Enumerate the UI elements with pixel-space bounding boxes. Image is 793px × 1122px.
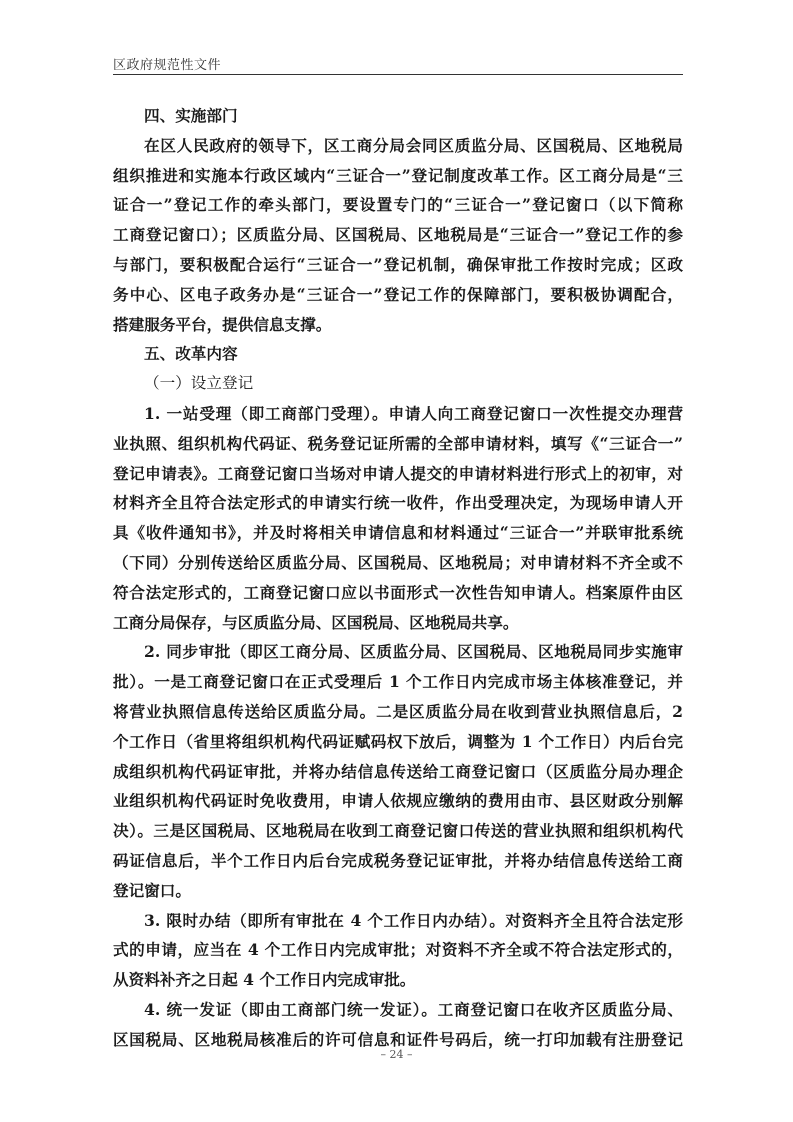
subsection-heading: （一）设立登记 bbox=[144, 374, 254, 393]
header-label: 区政府规范性文件 bbox=[113, 58, 222, 73]
section-heading: 五、改革内容 bbox=[144, 344, 238, 364]
section-heading: 四、实施部门 bbox=[144, 106, 238, 125]
paragraph-line: 工商分局保存，与区质监分局、区国税局、区地税局共享。 bbox=[113, 612, 519, 632]
document-body bbox=[113, 101, 683, 1055]
paragraph-line: 证合一”登记工作的牵头部门，要设置专门的“三证合一”登记窗口（以下简称 bbox=[113, 195, 683, 215]
paragraph-line: 从资料补齐之日起 4 个工作日内完成审批。 bbox=[113, 970, 416, 990]
paragraph-line: 组织推进和实施本行政区域内“三证合一”登记制度改革工作。区工商分局是“三 bbox=[113, 165, 683, 185]
paragraph-line: 材料齐全且符合法定形式的申请实行统一收件，作出受理决定，为现场申请人开 bbox=[113, 493, 683, 513]
paragraph-line: 工商登记窗口）；区质监分局、区国税局、区地税局是“三证合一”登记工作的参 bbox=[113, 225, 683, 245]
paragraph-line: 与部门，要积极配合运行“三证合一”登记机制，确保审批工作按时完成；区政 bbox=[113, 254, 683, 274]
paragraph-line: 3. 限时办结（即所有审批在 4 个工作日内办结）。对资料齐全且符合法定形 bbox=[144, 910, 683, 930]
paragraph-line: 决）。三是区国税局、区地税局在收到工商登记窗口传送的营业执照和组织机构代 bbox=[113, 821, 683, 841]
paragraph-line: 登记窗口。 bbox=[113, 880, 191, 900]
paragraph-line: 区国税局、区地税局核准后的许可信息和证件号码后，统一打印加载有注册登记 bbox=[113, 1029, 683, 1049]
paragraph-line: 码证信息后，半个工作日内后台完成税务登记证审批，并将办结信息传送给工商 bbox=[113, 850, 683, 870]
paragraph-line: 2. 同步审批（即区工商分局、区质监分局、区国税局、区地税局同步实施审 bbox=[144, 642, 683, 662]
paragraph-line: 将营业执照信息传送给区质监分局。二是区质监分局在收到营业执照信息后，2 bbox=[113, 701, 683, 721]
paragraph-line: 式的申请，应当在 4 个工作日内完成审批；对资料不齐全或不符合法定形式的， bbox=[113, 940, 683, 960]
paragraph-line: 搭建服务平台，提供信息支撑。 bbox=[113, 314, 332, 334]
paragraph-line: 符合法定形式的，工商登记窗口应以书面形式一次性告知申请人。档案原件由区 bbox=[113, 582, 683, 602]
paragraph-line: 个工作日（省里将组织机构代码证赋码权下放后，调整为 1 个工作日）内后台完 bbox=[113, 731, 683, 751]
paragraph-line: 在区人民政府的领导下，区工商分局会同区质监分局、区国税局、区地税局 bbox=[144, 135, 683, 155]
paragraph-line: 业执照、组织机构代码证、税务登记证所需的全部申请材料，填写《“三证合一” bbox=[113, 433, 683, 453]
page-number: – 24 – bbox=[380, 1048, 413, 1061]
paragraph-line: 务中心、区电子政务办是“三证合一”登记工作的保障部门，要积极协调配合， bbox=[113, 284, 683, 304]
paragraph-line: 登记申请表》。工商登记窗口当场对申请人提交的申请材料进行形式上的初审，对 bbox=[113, 463, 683, 483]
paragraph-line: 成组织机构代码证审批，并将办结信息传送给工商登记窗口（区质监分局办理企 bbox=[113, 761, 683, 781]
paragraph-line: 4. 统一发证（即由工商部门统一发证）。工商登记窗口在收齐区质监分局、 bbox=[144, 999, 683, 1019]
paragraph-line: 业组织机构代码证时免收费用，申请人依规应缴纳的费用由市、县区财政分别解 bbox=[113, 791, 683, 811]
paragraph-line: （下同）分别传送给区质监分局、区国税局、区地税局；对申请材料不齐全或不 bbox=[113, 552, 683, 572]
paragraph-line: 具《收件通知书》，并及时将相关申请信息和材料通过“三证合一”并联审批系统 bbox=[113, 523, 683, 543]
paragraph-line: 1. 一站受理（即工商部门受理）。申请人向工商登记窗口一次性提交办理营 bbox=[144, 403, 683, 423]
running-header bbox=[113, 52, 683, 75]
paragraph-line: 批）。一是工商登记窗口在正式受理后 1 个工作日内完成市场主体核准登记，并 bbox=[113, 672, 683, 692]
